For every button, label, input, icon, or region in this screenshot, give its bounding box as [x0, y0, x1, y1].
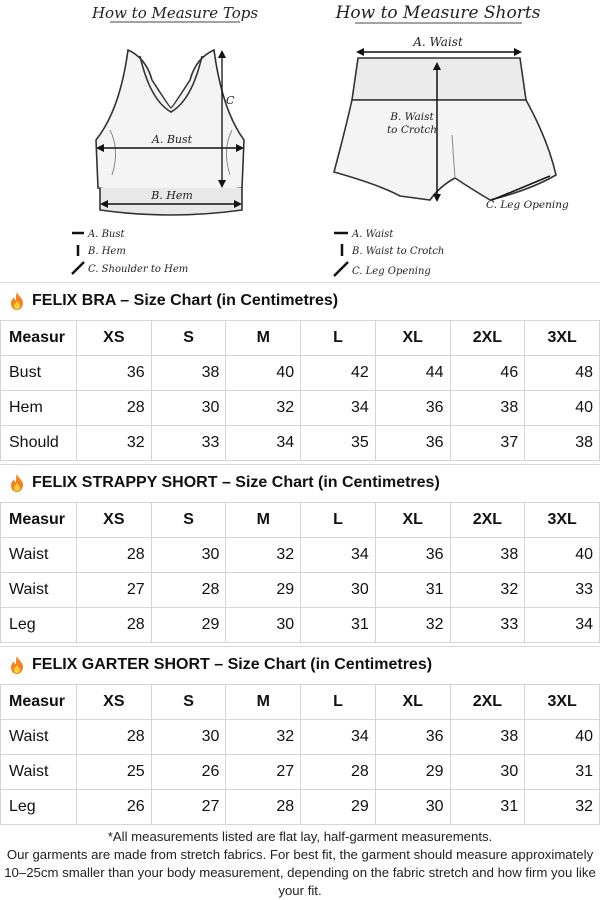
waist-crotch-label-2: to Crotch [386, 124, 438, 136]
value-cell: 29 [301, 790, 376, 825]
value-cell: 28 [77, 391, 152, 426]
value-cell: 48 [525, 356, 600, 391]
row-label: Should [1, 426, 77, 461]
header-cell: 3XL [525, 321, 600, 356]
value-cell: 26 [77, 790, 152, 825]
header-cell: 2XL [450, 321, 525, 356]
value-cell: 30 [226, 608, 301, 643]
tops-legend-hem: B. Hem [88, 246, 126, 257]
header-cell: Measur [1, 503, 77, 538]
row-label: Hem [1, 391, 77, 426]
value-cell: 26 [151, 755, 226, 790]
value-cell: 34 [525, 608, 600, 643]
strappy-short-size-table [0, 502, 600, 643]
header-cell: 2XL [450, 685, 525, 720]
value-cell: 38 [525, 426, 600, 461]
table-header-row [1, 321, 600, 356]
shoulder-label: C [226, 94, 235, 107]
row-label: Waist [1, 573, 77, 608]
header-cell: S [151, 685, 226, 720]
row-label: Waist [1, 755, 77, 790]
header-cell: 3XL [525, 503, 600, 538]
table-row [1, 356, 600, 391]
header-cell: 2XL [450, 503, 525, 538]
header-cell: L [301, 321, 376, 356]
value-cell: 28 [151, 573, 226, 608]
value-cell: 32 [375, 608, 450, 643]
value-cell: 30 [151, 538, 226, 573]
value-cell: 37 [450, 426, 525, 461]
value-cell: 28 [301, 755, 376, 790]
tops-legend-shoulder: C. Shoulder to Hem [88, 264, 189, 275]
fire-icon [8, 473, 26, 493]
header-cell: Measur [1, 685, 77, 720]
value-cell: 34 [301, 720, 376, 755]
header-cell: M [226, 685, 301, 720]
bust-label: A. Bust [151, 133, 193, 146]
value-cell: 31 [301, 608, 376, 643]
value-cell: 36 [375, 426, 450, 461]
value-cell: 36 [375, 538, 450, 573]
shorts-legend-crotch: B. Waist to Crotch [352, 246, 445, 257]
value-cell: 31 [375, 573, 450, 608]
table-header-row [1, 503, 600, 538]
table-row [1, 391, 600, 426]
value-cell: 30 [151, 391, 226, 426]
value-cell: 40 [226, 356, 301, 391]
footer-note-flat-lay: *All measurements listed are flat lay, half-garment measurements. [107, 829, 493, 844]
value-cell: 34 [301, 391, 376, 426]
value-cell: 33 [450, 608, 525, 643]
value-cell: 36 [375, 391, 450, 426]
value-cell: 30 [151, 720, 226, 755]
header-cell: S [151, 321, 226, 356]
section-title-bra [0, 282, 600, 318]
fire-icon [8, 655, 26, 675]
table-title: FELIX GARTER SHORT – Size Chart (in Centimetres) [32, 655, 433, 673]
value-cell: 32 [77, 426, 152, 461]
value-cell: 28 [77, 720, 152, 755]
value-cell: 28 [77, 608, 152, 643]
shorts-title: How to Measure Shorts [335, 3, 541, 23]
value-cell: 32 [450, 573, 525, 608]
table-row [1, 790, 600, 825]
header-cell: 3XL [525, 685, 600, 720]
value-cell: 38 [450, 720, 525, 755]
table-header-row [1, 685, 600, 720]
hem-label: B. Hem [151, 189, 193, 202]
leg-opening-label: C. Leg Opening [486, 199, 569, 211]
header-cell: XS [77, 685, 152, 720]
table-row [1, 755, 600, 790]
fire-icon [8, 291, 26, 311]
value-cell: 38 [450, 391, 525, 426]
value-cell: 40 [525, 391, 600, 426]
value-cell: 42 [301, 356, 376, 391]
value-cell: 33 [525, 573, 600, 608]
tops-legend-bust: A. Bust [88, 229, 125, 240]
section-title-strappy-short [0, 464, 600, 500]
value-cell: 44 [375, 356, 450, 391]
value-cell: 32 [226, 391, 301, 426]
shorts-illustration [334, 58, 556, 200]
measurement-illustrations [0, 0, 600, 282]
header-cell: M [226, 503, 301, 538]
shorts-legend-leg: C. Leg Opening [352, 266, 431, 277]
table-row [1, 573, 600, 608]
value-cell: 40 [525, 538, 600, 573]
value-cell: 30 [450, 755, 525, 790]
bra-size-table [0, 320, 600, 461]
header-cell: XL [375, 503, 450, 538]
header-cell: XS [77, 321, 152, 356]
table-row [1, 426, 600, 461]
value-cell: 40 [525, 720, 600, 755]
garter-short-size-table [0, 684, 600, 825]
value-cell: 36 [375, 720, 450, 755]
header-cell: S [151, 503, 226, 538]
value-cell: 25 [77, 755, 152, 790]
value-cell: 31 [450, 790, 525, 825]
value-cell: 33 [151, 426, 226, 461]
value-cell: 30 [301, 573, 376, 608]
table-row [1, 538, 600, 573]
footer-note-stretch: Our garments are made from stretch fabrics. For best fit, the garment should measure approximately 10–25cm smaller than your body measurement, depending on the fabric stretch and how firm you like your fit. [4, 847, 596, 898]
value-cell: 34 [226, 426, 301, 461]
header-cell: Measur [1, 321, 77, 356]
row-label: Leg [1, 608, 77, 643]
value-cell: 32 [525, 790, 600, 825]
value-cell: 38 [151, 356, 226, 391]
value-cell: 38 [450, 538, 525, 573]
value-cell: 27 [77, 573, 152, 608]
table-title: FELIX STRAPPY SHORT – Size Chart (in Centimetres) [32, 473, 440, 491]
tops-legend [72, 229, 188, 275]
waist-crotch-label-1: B. Waist [390, 111, 434, 123]
table-row [1, 608, 600, 643]
value-cell: 36 [77, 356, 152, 391]
value-cell: 31 [525, 755, 600, 790]
value-cell: 30 [375, 790, 450, 825]
row-label: Bust [1, 356, 77, 391]
header-cell: M [226, 321, 301, 356]
value-cell: 32 [226, 720, 301, 755]
row-label: Leg [1, 790, 77, 825]
header-cell: XL [375, 685, 450, 720]
table-title: FELIX BRA – Size Chart (in Centimetres) [32, 291, 339, 309]
value-cell: 34 [301, 538, 376, 573]
value-cell: 29 [226, 573, 301, 608]
value-cell: 27 [226, 755, 301, 790]
value-cell: 27 [151, 790, 226, 825]
value-cell: 28 [77, 538, 152, 573]
header-cell: L [301, 503, 376, 538]
header-cell: L [301, 685, 376, 720]
shorts-legend [334, 229, 444, 277]
value-cell: 35 [301, 426, 376, 461]
value-cell: 29 [151, 608, 226, 643]
value-cell: 29 [375, 755, 450, 790]
footer-notes [0, 828, 600, 900]
tops-title: How to Measure Tops [91, 4, 259, 22]
section-title-garter-short [0, 646, 600, 682]
value-cell: 28 [226, 790, 301, 825]
measure-diagram [0, 0, 600, 282]
waist-label: A. Waist [413, 35, 463, 49]
value-cell: 46 [450, 356, 525, 391]
row-label: Waist [1, 720, 77, 755]
header-cell: XS [77, 503, 152, 538]
row-label: Waist [1, 538, 77, 573]
table-row [1, 720, 600, 755]
value-cell: 32 [226, 538, 301, 573]
shorts-legend-waist: A. Waist [352, 229, 394, 240]
header-cell: XL [375, 321, 450, 356]
